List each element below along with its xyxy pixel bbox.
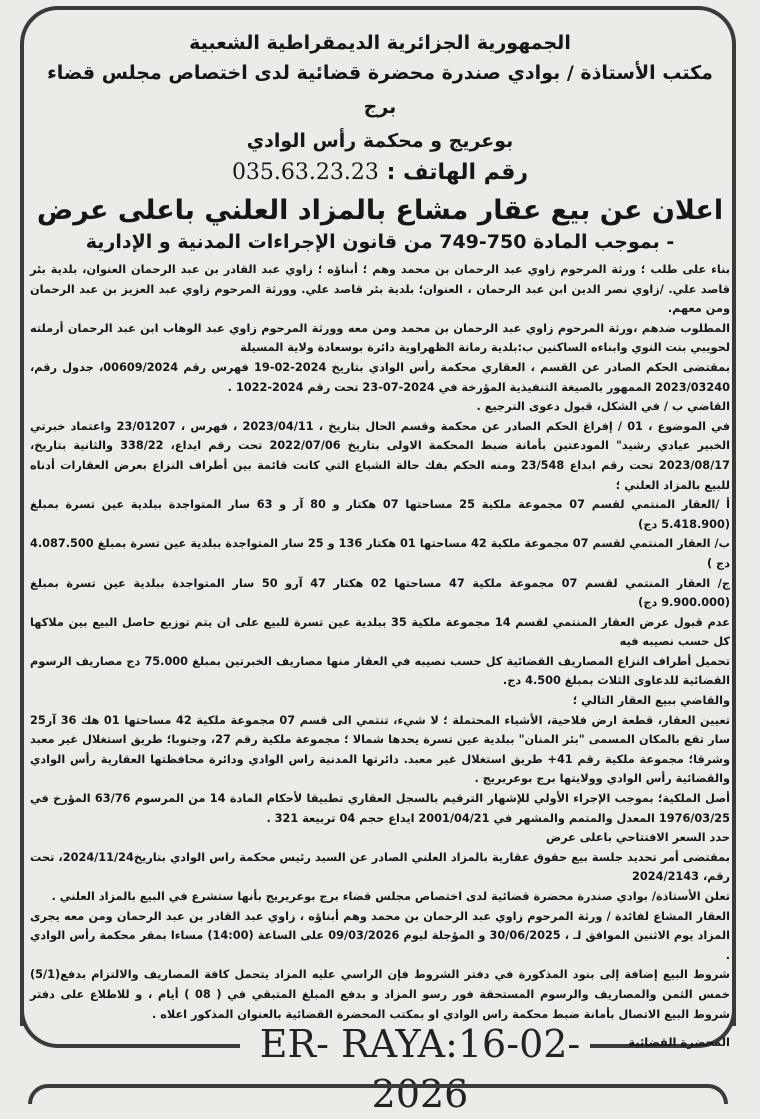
paragraph-form: القاضي ب / في الشكل، قبول دعوى الترجيع . — [476, 400, 730, 414]
paragraph-sale-ruling: والقاضي ببيع العقار التالي ؛ — [572, 694, 730, 708]
property-a: أ /العقار المنتمي لقسم 07 مجموعة ملكية 25 مساحتها 07 هكتار و 80 آر و 63 سار المتواجدة ببلدية عين تسرة بمبلغ (5.418.900 دج) — [30, 498, 730, 531]
signature: المحضرة القضائية — [628, 1035, 730, 1050]
paragraph-judgment: بمقتضى الحكم الصادر عن القسم ، العقاري محكمة رأس الوادي بتاريخ 2024-02-19 فهرس رقم 00609/2024، جدول رقم، 2023/03240 الممهور بالصيغة التنفيذية المؤرخة في 2024-07-23 تحت رقم 2024-1022 . — [30, 360, 731, 394]
property-c: ج/ العقار المنتمي لقسم 07 مجموعة ملكية 47 مساحتها 02 هكتار 47 آرو 50 سار المتواجدة ببلدية عين تسرة بمبلغ (9.900.000 دج) — [30, 576, 730, 610]
paragraph-rejection: عدم قبول عرض العقار المنتمي لقسم 14 مجموعة ملكية 35 ببلدية عين تسرة للبيع على ان يتم توزيع حاصل البيع بين ملاكها كل حسب نصيبه فيه — [30, 615, 731, 649]
paragraph-subject: في الموضوع ، 01 / إفراغ الحكم الصادر عن محكمة وقسم الحال بتاريخ ، 2023/04/11 ، فهرس ، 23/01207 واعتماد خبرتي الخبير عيادي رشيد" المودعتين بأمانة ضبط المحكمة الاولى بتاريخ 2022/07/06 تحت رقم ايداع، 338/22 والثانية بتاريخ، 2023/08/17 تحت رقم ابداع 23/548 ومنه الحكم بفك حالة الشياع التي كانت قائمة بين أطراف النزاع بعرض العقارات أدناه للبيع بالمزاد العلني ؛ — [30, 419, 730, 492]
paragraph-auction-date: العقار المشاع لفائدة / ورثة المرحوم زاوي عبد الرحمان بن محمد وهم أبناؤه ، زاوي عبد القادر بن عبد الرحمان ومن معه يجرى المزاد يوم الاثنين الموافق لـ ، 30/06/2025 و المؤجلة ليوم 09/03/2026 على الساعة (14:00) مساءا بمقر محكمة رأس الوادي . — [30, 909, 731, 962]
paragraph-session-order: بمقتضى أمر تحديد جلسة بيع حقوق عقارية بالمزاد العلني الصادر عن السيد رئيس محكمة راس الوادي بتاريخ2024/11/24، تحت رقم، 2024/2143 — [30, 850, 730, 884]
republic-heading: الجمهورية الجزائرية الديمقراطية الشعبية — [189, 32, 571, 54]
next-notice-frame — [28, 1084, 728, 1104]
notice-subtitle: - بموجب المادة 750-749 من قانون الإجراءات المدنية و الإدارية — [85, 231, 675, 253]
paragraph-ownership-origin: أصل الملكية؛ بموجب الإجراء الأولي للإشهار الترقيم بالسجل العقاري تطبيقا لأحكام المادة 14 من المرسوم 63/76 المؤرخ في 1976/03/25 المعدل والمتمم والمشهر في 2001/04/21 ايداع حجم 04 تربيعة 321 . — [30, 792, 731, 825]
property-b: ب/ العقار المنتمي لقسم 07 مجموعة ملكية 42 مساحتها 01 هكتار 136 و 25 سار المتواجدة ببلدية عين تسرة بمبلغ 4.087.500 دج ) — [30, 537, 731, 570]
phone-label: رقم الهاتف : — [386, 160, 529, 185]
notice-content — [30, 30, 730, 1064]
paragraph-conditions: شروط البيع إضافة إلى بنود المذكورة في دفتر الشروط فإن الراسي عليه المزاد يتحمل كافة المصاريف والالتزام بدفع(5/1) خمس الثمن والمصاريف والرسوم المستحقة فور رسو المزاد و بدفع المبلغ المتبقي في ( 08 ) أيام ، و للاطلاع على دفتر شروط البيع الاتصال بأمانة ضبط محكمة راس الوادي او بمكتب المحضرة القضائية بالعنوان المذكور اعلاه . — [30, 968, 730, 1021]
paragraph-announcement: تعلن الأستاذة/ بوادي صندرة محضرة قضائية لدى اختصاص مجلس قضاء برج بوعريريج بأنها ستشرع في البيع بالمزاد العلني . — [51, 890, 730, 903]
paragraph-costs: تحميل أطراف النزاع المصاريف القضائية كل حسب نصيبه في العقار منها مصاريف الخبرتين بمبلغ 75.000 دج مصاريف الرسوم القضائية للدعاوى الثلاث بمبلغ 4.500 دج. — [30, 654, 731, 688]
notice-title: اعلان عن بيع عقار مشاع بالمزاد العلني باعلى عرض — [36, 195, 724, 226]
office-line-1: مكتب الأستاذة / بوادي صندرة محضرة قضائية لدى اختصاص مجلس قضاء برج — [47, 62, 713, 118]
paragraph-property-description: تعيين العقار، قطعة ارض فلاحية، الأشياء المحتملة ؛ لا شيء، تنتمي الى قسم 07 مجموعة ملكية 42 مساحتها 01 هك 36 آر25 سار تقع بالمكان المسمى "بئر المنان" ببلدية عين تسرة يحدها شمالا ؛ مجموعة ملكية رقم 27، وجنوبا؛ طريق استغلال غير معبد وشرقا؛ مجموعة ملكية رقم 41+ طريق استغلال غير معبد. دائرتها المدنية راس الوادي ودائرة محافظتها العقارية رأس الوادي والقضائية رأس الوادي وولايتها برج بوعريريج . — [30, 713, 731, 786]
publication-date: ER- RAYA:16-02-2026 — [259, 1022, 581, 1116]
office-line-2: بوعريج و محكمة رأس الوادي — [246, 130, 514, 152]
phone-line — [30, 158, 730, 188]
paragraph-opening-price: حدد السعر الافتتاحي باعلى عرض — [545, 831, 730, 845]
paragraph-respondents: المطلوب ضدهم ،ورثة المرحوم زاوي عبد الرحمان بن محمد ومن معه وورثة المرحوم زاوي عبد الوهاب ابن عبد الرحمان أرملته لحويبي بنت النوي وابناءه الساكنين ب:بلدية رمانة الظهراوية دائرة بوسعادة ولاية المسيلة — [30, 321, 730, 355]
paragraph-petitioners: بناء على طلب ؛ ورثة المرحوم زاوي عبد الرحمان بن محمد وهم ؛ أبناؤه ؛ زاوي عبد القادر بن عبد الرحمان العنوان، بلدية بئر قاصد علي. /زاوي نصر الدين ابن عبد الرحمان ، العنوان؛ بلدية بئر قاصد علي. وورثة المرحوم زاوي عبد العزيز بن عبد الرحمان ومن معهم. — [30, 263, 730, 316]
phone-number: 035.63.23.23 — [231, 160, 379, 185]
